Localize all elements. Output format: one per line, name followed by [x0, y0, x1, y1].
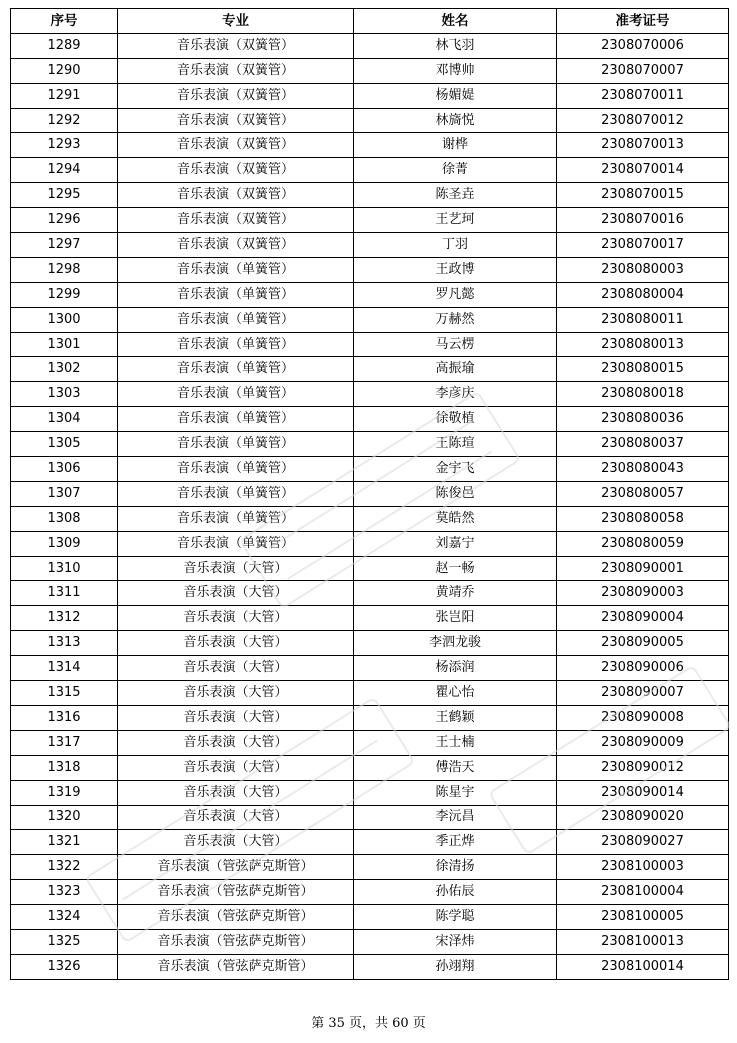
- cell-major: 音乐表演（单簧管）: [118, 257, 354, 282]
- cell-serial-number: 1292: [11, 108, 118, 133]
- cell-major: 音乐表演（单簧管）: [118, 382, 354, 407]
- cell-name: 陈圣垚: [354, 183, 557, 208]
- cell-major: 音乐表演（大管）: [118, 830, 354, 855]
- cell-exam-id: 2308100013: [557, 929, 729, 954]
- cell-exam-id: 2308070011: [557, 83, 729, 108]
- cell-serial-number: 1325: [11, 929, 118, 954]
- cell-major: 音乐表演（大管）: [118, 656, 354, 681]
- cell-exam-id: 2308080059: [557, 531, 729, 556]
- cell-major: 音乐表演（大管）: [118, 556, 354, 581]
- cell-major: 音乐表演（双簧管）: [118, 58, 354, 83]
- cell-serial-number: 1302: [11, 357, 118, 382]
- cell-name: 王陈瑄: [354, 432, 557, 457]
- cell-serial-number: 1319: [11, 780, 118, 805]
- cell-exam-id: 2308070012: [557, 108, 729, 133]
- cell-serial-number: 1310: [11, 556, 118, 581]
- table-row: [11, 929, 729, 954]
- cell-name: 罗凡懿: [354, 282, 557, 307]
- cell-name: 徐菁: [354, 158, 557, 183]
- cell-exam-id: 2308080004: [557, 282, 729, 307]
- table-row: [11, 332, 729, 357]
- cell-name: 马云楞: [354, 332, 557, 357]
- cell-serial-number: 1315: [11, 681, 118, 706]
- cell-major: 音乐表演（大管）: [118, 805, 354, 830]
- cell-major: 音乐表演（双簧管）: [118, 158, 354, 183]
- cell-name: 林旖悦: [354, 108, 557, 133]
- table-row: [11, 432, 729, 457]
- cell-major: 音乐表演（双簧管）: [118, 233, 354, 258]
- table-row: [11, 705, 729, 730]
- cell-exam-id: 2308080058: [557, 506, 729, 531]
- table-row: [11, 457, 729, 482]
- cell-major: 音乐表演（管弦萨克斯管）: [118, 855, 354, 880]
- cell-name: 陈俊邑: [354, 481, 557, 506]
- cell-serial-number: 1312: [11, 606, 118, 631]
- cell-serial-number: 1295: [11, 183, 118, 208]
- cell-serial-number: 1291: [11, 83, 118, 108]
- cell-exam-id: 2308070015: [557, 183, 729, 208]
- cell-name: 瞿心怡: [354, 681, 557, 706]
- cell-exam-id: 2308090006: [557, 656, 729, 681]
- cell-name: 赵一畅: [354, 556, 557, 581]
- cell-major: 音乐表演（单簧管）: [118, 481, 354, 506]
- cell-name: 孙翊翔: [354, 954, 557, 979]
- cell-exam-id: 2308070014: [557, 158, 729, 183]
- cell-serial-number: 1306: [11, 457, 118, 482]
- cell-name: 季正烨: [354, 830, 557, 855]
- cell-name: 徐清扬: [354, 855, 557, 880]
- cell-major: 音乐表演（大管）: [118, 730, 354, 755]
- cell-name: 金宇飞: [354, 457, 557, 482]
- cell-name: 张岂阳: [354, 606, 557, 631]
- table-row: [11, 830, 729, 855]
- cell-major: 音乐表演（大管）: [118, 631, 354, 656]
- cell-name: 林飞羽: [354, 33, 557, 58]
- cell-exam-id: 2308100005: [557, 905, 729, 930]
- table-row: [11, 357, 729, 382]
- cell-serial-number: 1296: [11, 208, 118, 233]
- header-major: 专业: [118, 9, 354, 34]
- cell-exam-id: 2308090001: [557, 556, 729, 581]
- cell-serial-number: 1321: [11, 830, 118, 855]
- table-row: [11, 382, 729, 407]
- table-row: [11, 954, 729, 979]
- cell-major: 音乐表演（管弦萨克斯管）: [118, 880, 354, 905]
- table-row: [11, 656, 729, 681]
- table-row: [11, 606, 729, 631]
- cell-serial-number: 1305: [11, 432, 118, 457]
- cell-major: 音乐表演（大管）: [118, 681, 354, 706]
- table-row: [11, 58, 729, 83]
- cell-exam-id: 2308090014: [557, 780, 729, 805]
- cell-major: 音乐表演（大管）: [118, 606, 354, 631]
- table-row: [11, 257, 729, 282]
- table-row: [11, 855, 729, 880]
- cell-major: 音乐表演（单簧管）: [118, 357, 354, 382]
- cell-major: 音乐表演（大管）: [118, 755, 354, 780]
- cell-exam-id: 2308100004: [557, 880, 729, 905]
- cell-exam-id: 2308080036: [557, 407, 729, 432]
- cell-exam-id: 2308090027: [557, 830, 729, 855]
- cell-exam-id: 2308100003: [557, 855, 729, 880]
- cell-major: 音乐表演（单簧管）: [118, 457, 354, 482]
- table-row: [11, 183, 729, 208]
- cell-exam-id: 2308080015: [557, 357, 729, 382]
- cell-exam-id: 2308080057: [557, 481, 729, 506]
- cell-exam-id: 2308090005: [557, 631, 729, 656]
- table-row: [11, 755, 729, 780]
- table-row: [11, 307, 729, 332]
- table-row: [11, 208, 729, 233]
- cell-name: 王士楠: [354, 730, 557, 755]
- cell-major: 音乐表演（双簧管）: [118, 83, 354, 108]
- cell-serial-number: 1314: [11, 656, 118, 681]
- cell-serial-number: 1323: [11, 880, 118, 905]
- cell-serial-number: 1290: [11, 58, 118, 83]
- cell-name: 宋泽炜: [354, 929, 557, 954]
- table-row: [11, 581, 729, 606]
- cell-name: 李沅昌: [354, 805, 557, 830]
- table-row: [11, 158, 729, 183]
- table-row: [11, 407, 729, 432]
- table-row: [11, 133, 729, 158]
- cell-major: 音乐表演（大管）: [118, 705, 354, 730]
- header-exam-id: 准考证号: [557, 9, 729, 34]
- cell-major: 音乐表演（双簧管）: [118, 133, 354, 158]
- cell-major: 音乐表演（双簧管）: [118, 108, 354, 133]
- cell-major: 音乐表演（双簧管）: [118, 33, 354, 58]
- cell-exam-id: 2308090009: [557, 730, 729, 755]
- cell-serial-number: 1309: [11, 531, 118, 556]
- cell-name: 李泗龙骏: [354, 631, 557, 656]
- table-row: [11, 631, 729, 656]
- cell-exam-id: 2308090003: [557, 581, 729, 606]
- table-row: [11, 556, 729, 581]
- cell-serial-number: 1298: [11, 257, 118, 282]
- cell-major: 音乐表演（管弦萨克斯管）: [118, 905, 354, 930]
- cell-serial-number: 1301: [11, 332, 118, 357]
- table-row: [11, 108, 729, 133]
- cell-serial-number: 1326: [11, 954, 118, 979]
- cell-name: 徐敬植: [354, 407, 557, 432]
- cell-serial-number: 1297: [11, 233, 118, 258]
- cell-exam-id: 2308070013: [557, 133, 729, 158]
- page-footer: 第 35 页，共 60 页: [311, 1016, 426, 1031]
- table-row: [11, 531, 729, 556]
- cell-name: 王政博: [354, 257, 557, 282]
- cell-major: 音乐表演（单簧管）: [118, 407, 354, 432]
- cell-exam-id: 2308090008: [557, 705, 729, 730]
- cell-exam-id: 2308080003: [557, 257, 729, 282]
- cell-name: 傅浩天: [354, 755, 557, 780]
- cell-serial-number: 1318: [11, 755, 118, 780]
- cell-serial-number: 1294: [11, 158, 118, 183]
- cell-exam-id: 2308080011: [557, 307, 729, 332]
- cell-serial-number: 1303: [11, 382, 118, 407]
- cell-serial-number: 1299: [11, 282, 118, 307]
- cell-name: 王艺珂: [354, 208, 557, 233]
- cell-exam-id: 2308070006: [557, 33, 729, 58]
- cell-major: 音乐表演（大管）: [118, 581, 354, 606]
- cell-serial-number: 1311: [11, 581, 118, 606]
- cell-exam-id: 2308100014: [557, 954, 729, 979]
- cell-serial-number: 1308: [11, 506, 118, 531]
- cell-name: 丁羽: [354, 233, 557, 258]
- table-row: [11, 233, 729, 258]
- cell-name: 孙佑辰: [354, 880, 557, 905]
- cell-name: 陈学聪: [354, 905, 557, 930]
- cell-major: 音乐表演（双簧管）: [118, 208, 354, 233]
- cell-serial-number: 1289: [11, 33, 118, 58]
- cell-name: 杨媚媞: [354, 83, 557, 108]
- cell-exam-id: 2308090020: [557, 805, 729, 830]
- cell-serial-number: 1322: [11, 855, 118, 880]
- cell-exam-id: 2308090012: [557, 755, 729, 780]
- table-row: [11, 880, 729, 905]
- cell-major: 音乐表演（单簧管）: [118, 332, 354, 357]
- header-name: 姓名: [354, 9, 557, 34]
- table-row: [11, 780, 729, 805]
- cell-exam-id: 2308070016: [557, 208, 729, 233]
- cell-name: 李彦庆: [354, 382, 557, 407]
- cell-major: 音乐表演（管弦萨克斯管）: [118, 954, 354, 979]
- cell-exam-id: 2308070007: [557, 58, 729, 83]
- cell-name: 陈星宇: [354, 780, 557, 805]
- cell-major: 音乐表演（单簧管）: [118, 282, 354, 307]
- cell-major: 音乐表演（单簧管）: [118, 506, 354, 531]
- table-row: [11, 282, 729, 307]
- cell-exam-id: 2308070017: [557, 233, 729, 258]
- cell-name: 杨添润: [354, 656, 557, 681]
- cell-major: 音乐表演（单簧管）: [118, 531, 354, 556]
- header-serial-number: 序号: [11, 9, 118, 34]
- cell-name: 万赫然: [354, 307, 557, 332]
- table-row: [11, 33, 729, 58]
- cell-serial-number: 1316: [11, 705, 118, 730]
- cell-name: 邓博帅: [354, 58, 557, 83]
- cell-serial-number: 1320: [11, 805, 118, 830]
- cell-serial-number: 1307: [11, 481, 118, 506]
- table-row: [11, 481, 729, 506]
- cell-major: 音乐表演（双簧管）: [118, 183, 354, 208]
- table-row: [11, 730, 729, 755]
- table-header-row: [11, 9, 729, 34]
- cell-major: 音乐表演（单簧管）: [118, 432, 354, 457]
- cell-major: 音乐表演（大管）: [118, 780, 354, 805]
- table-body: [11, 33, 729, 979]
- cell-serial-number: 1313: [11, 631, 118, 656]
- admission-table: [10, 8, 729, 980]
- cell-name: 莫皓然: [354, 506, 557, 531]
- admission-list-sheet: [10, 8, 728, 980]
- cell-exam-id: 2308080037: [557, 432, 729, 457]
- cell-serial-number: 1317: [11, 730, 118, 755]
- cell-major: 音乐表演（管弦萨克斯管）: [118, 929, 354, 954]
- cell-serial-number: 1324: [11, 905, 118, 930]
- cell-exam-id: 2308080013: [557, 332, 729, 357]
- table-row: [11, 805, 729, 830]
- cell-exam-id: 2308090004: [557, 606, 729, 631]
- cell-name: 王鹤颖: [354, 705, 557, 730]
- cell-name: 刘嘉宁: [354, 531, 557, 556]
- table-row: [11, 506, 729, 531]
- cell-serial-number: 1293: [11, 133, 118, 158]
- cell-name: 谢桦: [354, 133, 557, 158]
- table-row: [11, 83, 729, 108]
- cell-major: 音乐表演（单簧管）: [118, 307, 354, 332]
- cell-exam-id: 2308080018: [557, 382, 729, 407]
- cell-serial-number: 1304: [11, 407, 118, 432]
- cell-exam-id: 2308090007: [557, 681, 729, 706]
- cell-serial-number: 1300: [11, 307, 118, 332]
- cell-name: 高振瑜: [354, 357, 557, 382]
- cell-name: 黄靖乔: [354, 581, 557, 606]
- table-row: [11, 905, 729, 930]
- table-row: [11, 681, 729, 706]
- cell-exam-id: 2308080043: [557, 457, 729, 482]
